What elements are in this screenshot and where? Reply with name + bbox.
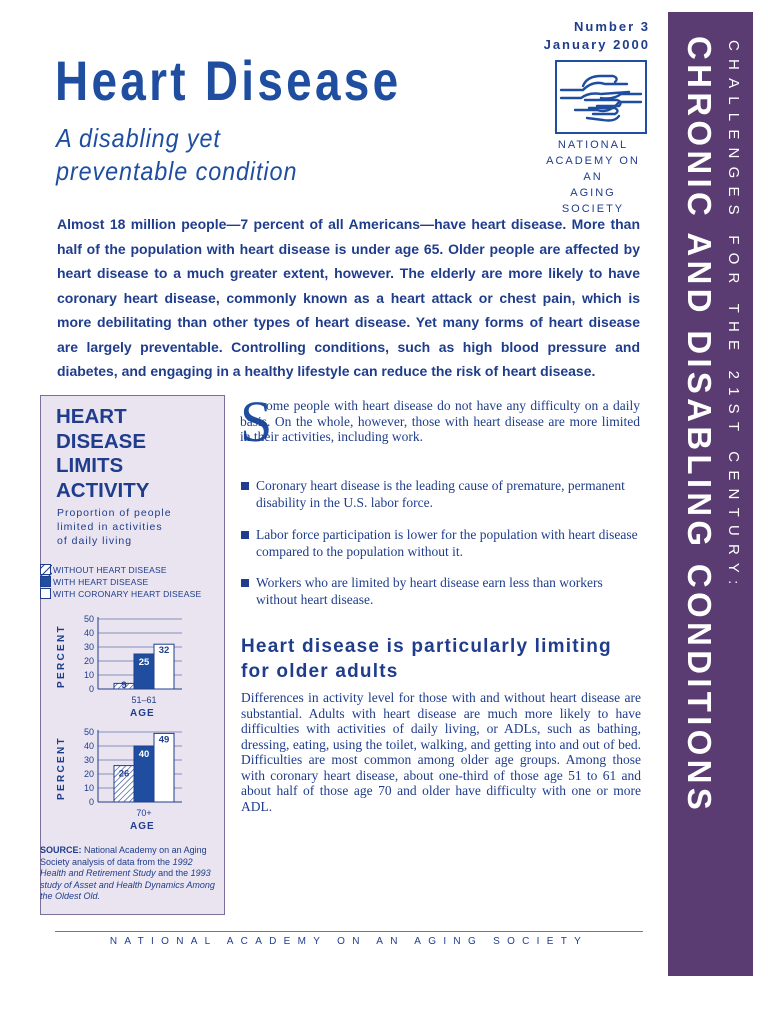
source-text: National Academy on an Aging Society analysis of data from the: [40, 845, 207, 867]
y-tick-label: 10: [83, 670, 94, 680]
source-text: and the: [158, 868, 189, 878]
chart-x-axis-label: AGE: [130, 708, 155, 719]
subheading-line: limited in activities: [57, 521, 163, 533]
y-tick-label: 20: [83, 656, 94, 666]
subtitle-line: A disabling yet: [56, 123, 221, 153]
bullet-item: [240, 575, 640, 608]
source-study: 1992 Health and Retirement Study: [40, 856, 193, 878]
org-line: AGING SOCIETY: [561, 187, 625, 215]
y-tick-label: 20: [83, 769, 94, 779]
footer-rule: [55, 931, 643, 932]
section-heading: Heart disease is particularly limiting for older adults: [241, 636, 612, 682]
bullet-text: Labor force participation is lower for the population with heart disease compared to the population without it.: [256, 527, 638, 559]
legend-swatch-solid: [40, 576, 51, 587]
legend-label: WITH CORONARY HEART DISEASE: [53, 589, 202, 599]
legend-swatch-white: [40, 588, 51, 599]
legend-item: [40, 588, 220, 600]
heading-line: ACTIVITY: [56, 478, 150, 502]
source-label: SOURCE:: [40, 845, 82, 855]
y-tick-label: 40: [83, 628, 94, 638]
clasped-hands-logo-icon: [555, 60, 647, 134]
y-tick-label: 30: [83, 755, 94, 765]
legend-label: WITH HEART DISEASE: [53, 577, 149, 587]
intro-paragraph: Almost 18 million people—7 percent of all Americans—have heart disease. More than half of the population with heart disease is under age 65. Older people are affected by heart disease to a much greater extent, however. The elderly are more likely to have coronary heart disease, commonly known as a heart attack or chest pain, which is more debilitating than other types of heart disease. Yet many forms of heart disease are largely preventable. Controlling conditions, such as high blood pressure and diabetes, and engaging in a healthy lifestyle can reduce the risk of heart disease.: [57, 216, 640, 379]
y-tick-label: 10: [83, 783, 94, 793]
bullet-square-icon: [241, 579, 249, 587]
legend-swatch-hatched: [40, 564, 51, 575]
subtitle-line: preventable condition: [56, 156, 298, 186]
bar-data-label: 40: [138, 749, 150, 760]
bar-data-label: 49: [158, 734, 170, 746]
y-tick-label: 50: [83, 727, 94, 737]
chart-x-axis-label: AGE: [130, 821, 155, 832]
lead-paragraph: [240, 398, 640, 445]
bar-data-label: 9: [121, 680, 127, 691]
bar-data-label: 32: [158, 645, 170, 657]
series-title: CHALLENGES FOR THE 21ST CENTURY:: [725, 40, 742, 593]
bar-data-label: 26: [118, 768, 130, 780]
bullet-square-icon: [241, 531, 249, 539]
y-tick-label: 40: [83, 741, 94, 751]
bar-data-label: 25: [138, 657, 150, 668]
chart-y-axis-label: PERCENT: [56, 624, 67, 688]
org-line: NATIONAL: [557, 139, 629, 151]
legend-label: WITHOUT HEART DISEASE: [53, 565, 167, 575]
bullet-square-icon: [241, 482, 249, 490]
y-tick-label: 30: [83, 642, 94, 652]
chart-y-axis-label: PERCENT: [56, 736, 67, 800]
drop-cap: S: [240, 389, 273, 454]
y-tick-label: 50: [83, 614, 94, 624]
page-subtitle: [56, 122, 297, 188]
chart-51-61: [70, 612, 210, 712]
sidebar-heading: [56, 405, 216, 503]
footer-text: NATIONAL ACADEMY ON AN AGING SOCIETY: [109, 936, 589, 947]
org-line: ACADEMY ON AN: [546, 155, 640, 183]
bullet-item: [240, 527, 640, 560]
chart-70-plus: [70, 725, 210, 825]
x-tick-label: 51–61: [131, 695, 157, 705]
y-tick-label: 0: [88, 797, 94, 807]
bullet-item: [240, 478, 640, 511]
issue-number: Number 3: [574, 19, 650, 34]
body-paragraph: Differences in activity level for those with and without heart disease are substantial. Adults with heart disease are much more likely to have difficulties with activities of daily living, or ADLs, such as bathing, dressing, eating, using the toilet, walking, and getting into and out of bed. Difficulties are most common among older age groups. Among those with coronary heart disease, about one-third of those age 51 to 61 and about half of those age 70 and older have difficulty with one or more ADL.: [241, 690, 641, 814]
subheading-line: Proportion of people: [57, 507, 172, 519]
sidebar-subheading: [57, 506, 217, 548]
lead-text: ome people with heart disease do not have any difficulty on a daily basis. On the whole, however, those with heart disease are more limited in their activities, including work.: [240, 398, 640, 444]
org-name: [538, 137, 648, 217]
source-note: [40, 845, 216, 903]
legend-item: [40, 576, 220, 588]
legend-item: [40, 564, 220, 576]
page-title: Heart Disease: [55, 49, 402, 112]
x-tick-label: 70+: [136, 808, 152, 818]
bullet-text: Workers who are limited by heart disease earn less than workers without heart disease.: [256, 575, 603, 607]
issue-date: January 2000: [543, 37, 650, 52]
y-tick-label: 0: [88, 684, 94, 694]
series-topic: CHRONIC AND DISABLING CONDITIONS: [681, 36, 718, 815]
heading-line: DISEASE: [56, 429, 146, 453]
heading-line: HEART: [56, 405, 127, 428]
issue-info: [538, 18, 650, 54]
bullet-text: Coronary heart disease is the leading cause of premature, permanent disability in the U.S. labor force.: [256, 478, 625, 510]
heading-line: LIMITS: [56, 454, 124, 477]
subheading-line: of daily living: [57, 535, 133, 547]
source-study: 1993 study of Asset and Health Dynamics Among the Oldest Old.: [40, 868, 215, 901]
